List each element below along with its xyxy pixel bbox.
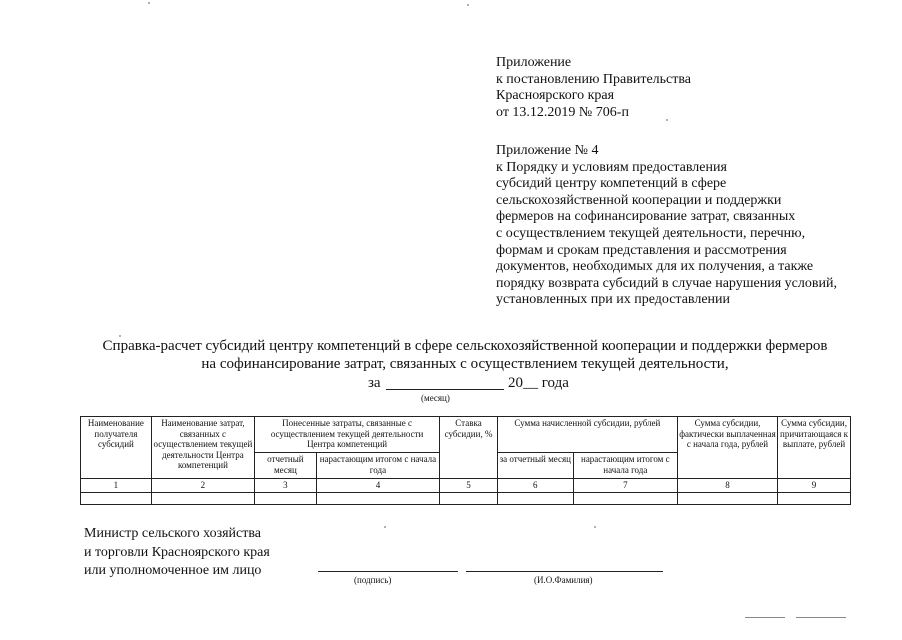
appendix4-line: фермеров на софинансирование затрат, связанных: [496, 209, 796, 225]
scan-speck: [148, 2, 150, 4]
month-caption: (месяц): [421, 393, 450, 403]
column-number: 4: [316, 479, 439, 493]
signature-line: [318, 571, 458, 572]
subheader-reporting-month: отчетный месяц: [255, 453, 317, 479]
subsidy-calculation-table: [80, 416, 851, 505]
scan-speck: [119, 335, 121, 337]
subheader-cumulative: нарастающим итогом с начала года: [316, 453, 439, 479]
header-accrued: Сумма начисленной субсидии, рублей: [497, 417, 677, 453]
appendix4-line: документов, необходимых для их получения, а также: [496, 259, 814, 275]
signatory-block: [84, 525, 270, 581]
column-number: 8: [677, 479, 777, 493]
header-costs-incurred: Понесенные затраты, связанные с осуществлением текущей деятельности Центра компетенций: [255, 417, 440, 453]
appendix-line: от 13.12.2019 № 706-п: [496, 104, 629, 120]
column-number: 3: [255, 479, 317, 493]
scan-artifact: [745, 617, 785, 618]
header-rate: Ставка субсидии, %: [440, 417, 498, 479]
signatory-line: и торговли Красноярского края: [84, 544, 270, 560]
subheader-for-reporting-month: за отчетный месяц: [497, 453, 573, 479]
document-title-line1: Справка-расчет субсидий центру компетенций в сфере сельскохозяйственной кооперации и поддержки фермеров: [102, 338, 828, 354]
appendix4-line: сельскохозяйственной кооперации и поддержки: [496, 192, 782, 208]
column-number: 9: [778, 479, 851, 493]
header-due: Сумма субсидии, причитающаяся к выплате, рублей: [778, 417, 851, 479]
appendix4-line: Приложение № 4: [496, 143, 599, 158]
name-line: [466, 571, 663, 572]
appendix-block: [496, 55, 691, 121]
table-cell: [255, 492, 317, 504]
scan-speck: [467, 4, 469, 6]
subheader-cumulative-accrued: нарастающим итогом с начала года: [573, 453, 677, 479]
month-fill-line: [386, 389, 504, 390]
appendix4-line: субсидий центру компетенций в сфере: [496, 176, 727, 192]
appendix4-line: установленных при их предоставлении: [496, 292, 731, 308]
column-number: 1: [81, 479, 152, 493]
table-cell: [316, 492, 439, 504]
header-paid: Сумма субсидии, фактически выплаченная с начала года, рублей: [677, 417, 777, 479]
column-number: 6: [497, 479, 573, 493]
header-recipient: Наименование получателя субсидий: [81, 417, 152, 479]
column-number: 5: [440, 479, 498, 493]
period-prefix: за: [368, 375, 381, 391]
appendix4-line: с осуществлением текущей деятельности, перечню,: [496, 225, 806, 241]
column-number: 2: [151, 479, 254, 493]
signatory-line: Министр сельского хозяйства: [84, 526, 261, 541]
appendix4-block: [496, 143, 837, 309]
appendix-line: Красноярского края: [496, 88, 615, 104]
appendix4-line: порядку возврата субсидий в случае нарушения условий,: [496, 275, 837, 291]
header-cost-name: Наименование затрат, связанных с осуществлением текущей деятельности Центра компетенций: [151, 417, 254, 479]
scan-speck: [666, 119, 668, 121]
table-cell: [151, 492, 254, 504]
signature-caption: (подпись): [354, 575, 392, 585]
table-cell: [497, 492, 573, 504]
signatory-line: или уполномоченное им лицо: [84, 563, 262, 578]
table-cell: [677, 492, 777, 504]
scan-speck: [594, 526, 596, 528]
table-row: [81, 492, 851, 504]
appendix-line: Приложение: [496, 55, 572, 70]
table-cell: [573, 492, 677, 504]
scan-speck: [384, 526, 386, 528]
table-cell: [440, 492, 498, 504]
table-cell: [81, 492, 152, 504]
name-caption: (И.О.Фамилия): [534, 575, 593, 585]
period-year: 20__ года: [508, 375, 569, 391]
document-title-line2: на софинансирование затрат, связанных с осуществлением текущей деятельности,: [201, 356, 729, 372]
table-cell: [778, 492, 851, 504]
scan-artifact: [796, 617, 846, 618]
column-number: 7: [573, 479, 677, 493]
appendix4-line: к Порядку и условиям предоставления: [496, 159, 727, 175]
appendix4-line: формам и срокам представления и рассмотрения: [496, 242, 787, 258]
appendix-line: к постановлению Правительства: [496, 71, 692, 87]
